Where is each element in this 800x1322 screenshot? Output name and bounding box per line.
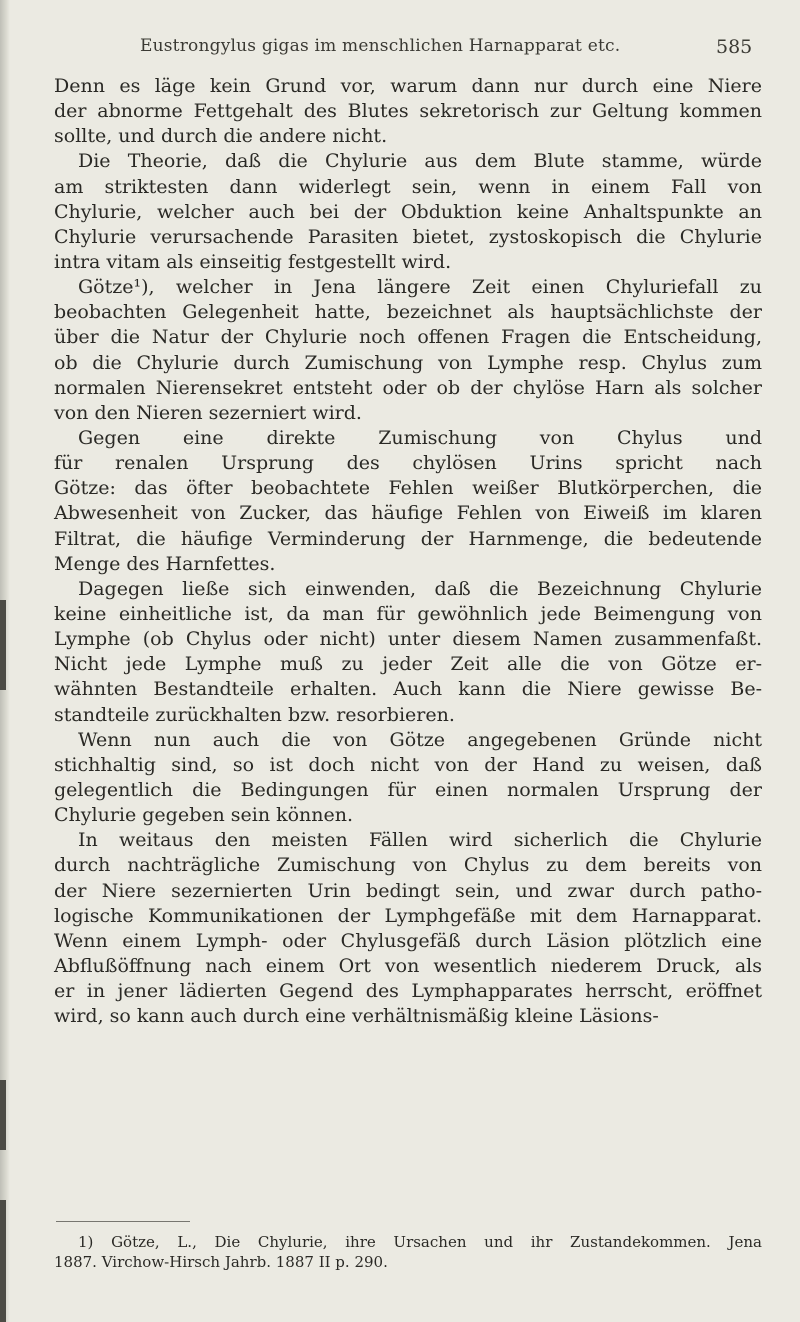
- text-line: er in jener lädierten Gegend des Lymphapparates herrscht, eröffnet: [54, 980, 762, 1003]
- text-line: In weitaus den meisten Fällen wird sicherlich die Chylurie: [78, 829, 762, 852]
- gutter-shadow: [0, 1080, 6, 1150]
- text-line: Wenn einem Lymph- oder Chylusgefäß durch Läsion plötzlich eine: [54, 929, 762, 952]
- text-line: Götze: das öfter beobachtete Fehlen weißer Blutkörperchen, die: [54, 477, 762, 500]
- text-line: Dagegen ließe sich einwenden, daß die Bezeichnung Chylurie: [78, 577, 762, 600]
- running-head: Eustrongylus gigas im menschlichen Harnapparat etc.: [140, 36, 621, 56]
- text-line: normalen Nierensekret entsteht oder ob der chylöse Harn als solcher: [54, 376, 762, 399]
- text-line: gelegentlich die Bedingungen für einen normalen Ursprung der: [54, 778, 762, 801]
- text-line: von den Nieren sezerniert wird.: [54, 401, 362, 424]
- footnotes: [54, 1232, 762, 1272]
- text-line: Abflußöffnung nach einem Ort von wesentlich niederem Druck, als: [54, 954, 762, 977]
- text-line: über die Natur der Chylurie noch offenen Fragen die Entscheidung,: [54, 326, 762, 349]
- binding-gutter: [0, 0, 10, 1322]
- text-line: Chylurie, welcher auch bei der Obduktion keine Anhaltspunkte an: [54, 200, 762, 223]
- text-line: durch nachträgliche Zumischung von Chylus zu dem bereits von: [54, 854, 762, 877]
- text-line: Die Theorie, daß die Chylurie aus dem Blute stamme, würde: [78, 150, 762, 173]
- footnote-line: 1) Götze, L., Die Chylurie, ihre Ursachen und ihr Zustandekommen. Jena: [78, 1233, 762, 1251]
- page-number: 585: [716, 36, 753, 58]
- text-line: Filtrat, die häufige Verminderung der Harnmenge, die bedeutende: [54, 527, 762, 550]
- text-line: Denn es läge kein Grund vor, warum dann nur durch eine Niere: [54, 75, 762, 97]
- text-line: wähnten Bestandteile erhalten. Auch kann die Niere gewisse Be-: [54, 678, 762, 701]
- text-line: sollte, und durch die andere nicht.: [54, 125, 388, 148]
- text-line: der Niere sezernierten Urin bedingt sein, und zwar durch patho-: [54, 879, 762, 902]
- text-line: Abwesenheit von Zucker, das häufige Fehlen von Eiweiß im klaren: [54, 502, 762, 525]
- text-line: am striktesten dann widerlegt sein, wenn in einem Fall von: [54, 175, 762, 198]
- text-line: Menge des Harnfettes.: [54, 552, 276, 575]
- text-line: logische Kommunikationen der Lymphgefäße mit dem Harnapparat.: [54, 904, 762, 927]
- text-line: stichhaltig sind, so ist doch nicht von der Hand zu weisen, daß: [54, 753, 762, 776]
- gutter-shadow: [0, 1200, 6, 1322]
- text-line: der abnorme Fettgehalt des Blutes sekretorisch zur Geltung kommen: [54, 100, 762, 123]
- text-line: Götze¹), welcher in Jena längere Zeit einen Chyluriefall zu: [78, 276, 762, 299]
- text-line: für renalen Ursprung des chylösen Urins spricht nach: [54, 452, 762, 475]
- body-text: [54, 74, 762, 1029]
- text-line: wird, so kann auch durch eine verhältnismäßig kleine Läsions-: [54, 1005, 659, 1028]
- text-line: Wenn nun auch die von Götze angegebenen Gründe nicht: [78, 728, 762, 751]
- text-line: Lymphe (ob Chylus oder nicht) unter diesem Namen zusammenfaßt.: [54, 628, 762, 651]
- text-line: Chylurie gegeben sein können.: [54, 804, 354, 827]
- text-line: Chylurie verursachende Parasiten bietet, zystoskopisch die Chylurie: [54, 225, 762, 248]
- footnote-line: 1887. Virchow-Hirsch Jahrb. 1887 II p. 290.: [54, 1253, 388, 1271]
- text-line: intra vitam als einseitig festgestellt wird.: [54, 250, 452, 273]
- gutter-shadow: [0, 600, 6, 690]
- footnote-rule: [56, 1221, 190, 1222]
- text-line: keine einheitliche ist, da man für gewöhnlich jede Beimengung von: [54, 602, 762, 625]
- text-line: beobachten Gelegenheit hatte, bezeichnet als hauptsächlichste der: [54, 301, 762, 324]
- text-line: Gegen eine direkte Zumischung von Chylus und: [78, 426, 762, 449]
- text-line: standteile zurückhalten bzw. resorbieren.: [54, 703, 455, 726]
- text-line: Nicht jede Lymphe muß zu jeder Zeit alle die von Götze er-: [54, 653, 762, 676]
- text-line: ob die Chylurie durch Zumischung von Lymphe resp. Chylus zum: [54, 351, 762, 374]
